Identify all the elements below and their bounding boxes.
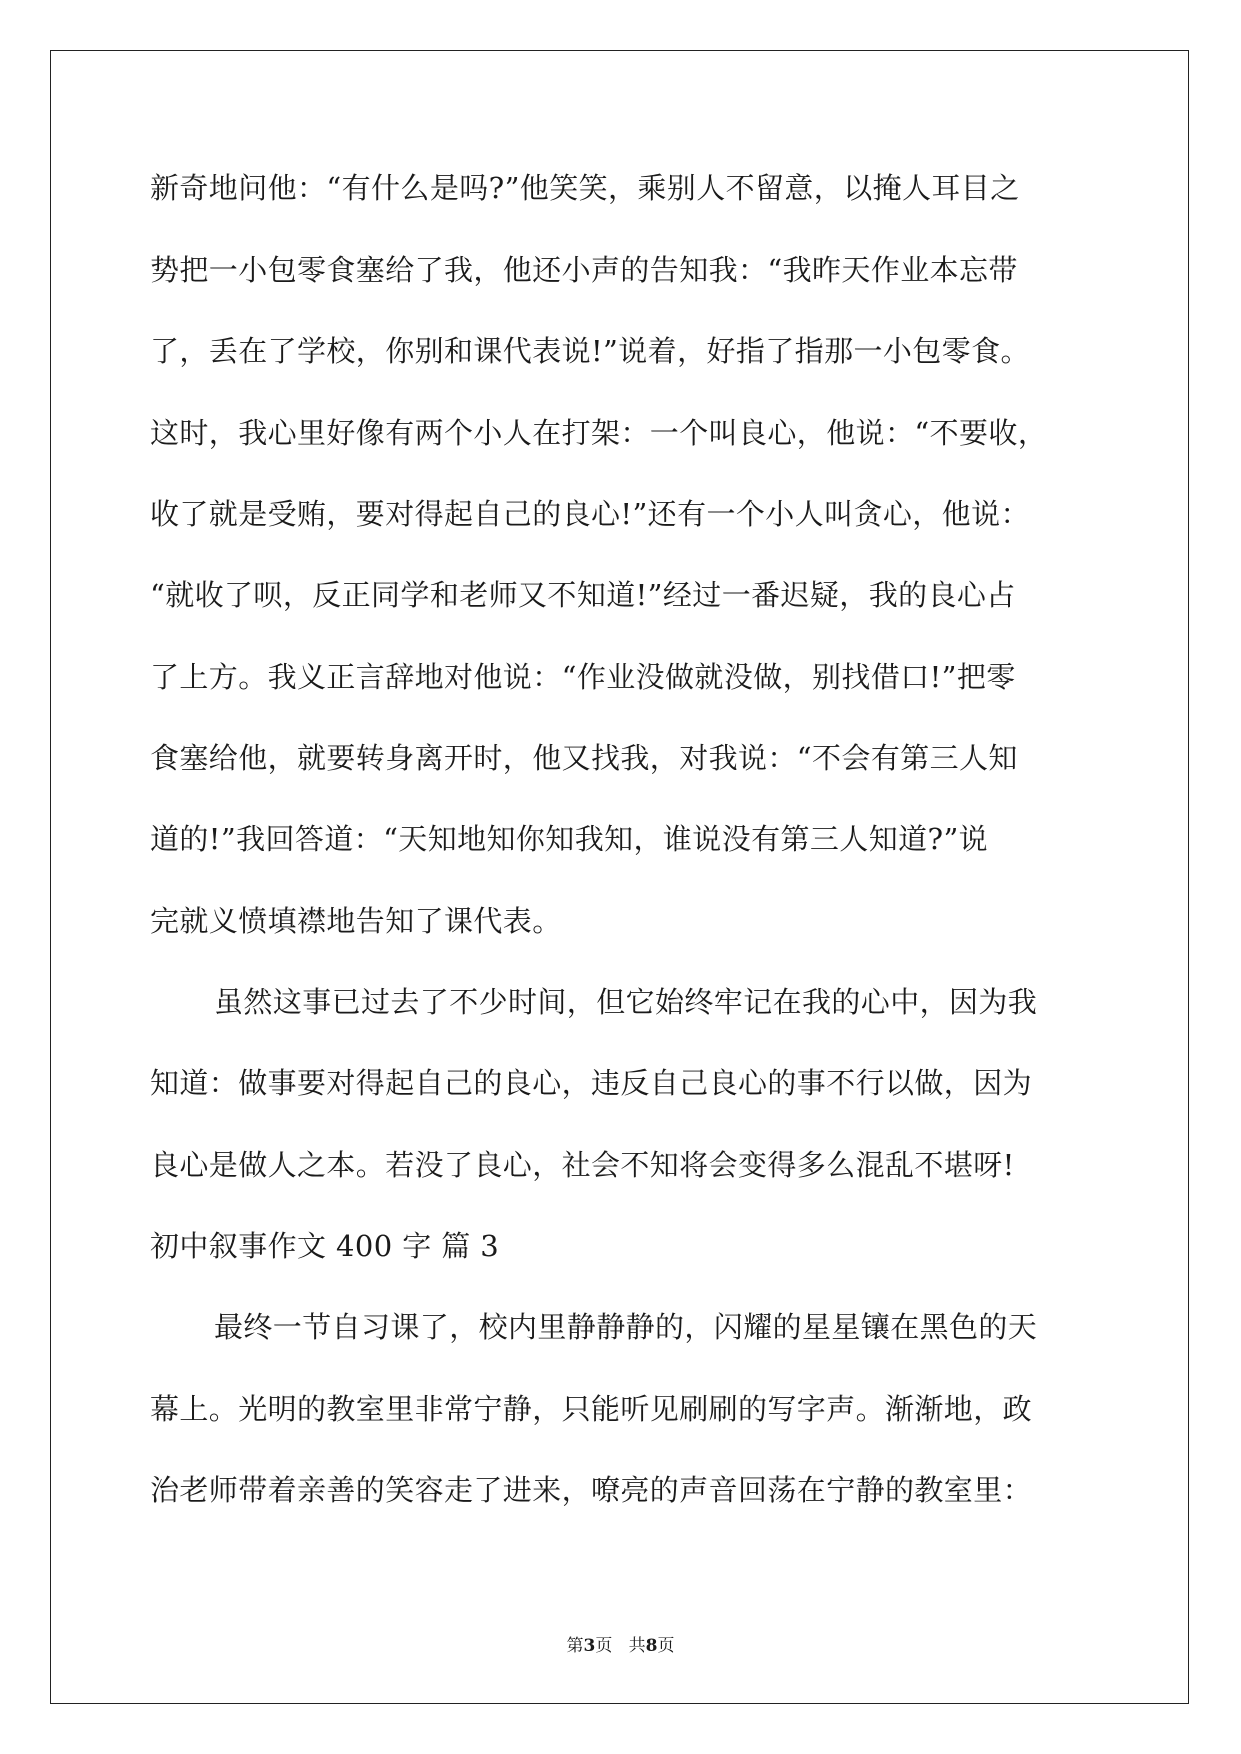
- footer-prefix: 第: [566, 1636, 584, 1656]
- section-heading: 初中叙事作文 400 字 篇 3: [150, 1229, 500, 1263]
- text-line: 势把一小包零食塞给了我，他还小声的告知我：“我昨天作业本忘带: [150, 253, 1018, 287]
- total-page-number: 8: [645, 1636, 658, 1656]
- text-line: 道的!”我回答道：“天知地知你知我知，谁说没有第三人知道?”说: [150, 822, 989, 856]
- text-line: 良心是做人之本。若没了良心，社会不知将会变得多么混乱不堪呀!: [150, 1148, 1015, 1182]
- text-line: 收了就是受贿，要对得起自己的良心!”还有一个小人叫贪心，他说：: [150, 497, 1030, 531]
- text-line: 知道：做事要对得起自己的良心，违反自己良心的事不行以做，因为: [150, 1066, 1033, 1100]
- text-line: 虽然这事已过去了不少时间，但它始终牢记在我的心中，因为我: [214, 985, 1038, 1019]
- text-line: 完就义愤填襟地告知了课代表。: [150, 904, 562, 938]
- page-footer: [0, 1634, 1241, 1658]
- footer-suffix: 页: [657, 1636, 675, 1656]
- current-page-number: 3: [583, 1636, 596, 1656]
- text-line: “就收了呗，反正同学和老师又不知道!”经过一番迟疑，我的良心占: [150, 578, 1016, 612]
- footer-mid: 页 共: [595, 1636, 646, 1656]
- text-line: 了上方。我义正言辞地对他说：“作业没做就没做，别找借口!”把零: [150, 660, 1016, 694]
- text-line: 治老师带着亲善的笑容走了进来，嘹亮的声音回荡在宁静的教室里：: [150, 1473, 1033, 1507]
- page-border: [50, 50, 1189, 1704]
- text-line: 这时，我心里好像有两个小人在打架：一个叫良心，他说：“不要收，: [150, 416, 1048, 450]
- text-line: 了，丢在了学校，你别和课代表说!”说着，好指了指那一小包零食。: [150, 334, 1030, 368]
- text-line: 新奇地问他：“有什么是吗?”他笑笑，乘别人不留意，以掩人耳目之: [150, 171, 1020, 205]
- text-line: 最终一节自习课了，校内里静静静的，闪耀的星星镶在黑色的天: [214, 1310, 1038, 1344]
- text-line: 食塞给他，就要转身离开时，他又找我，对我说：“不会有第三人知: [150, 741, 1018, 775]
- text-line: 幕上。光明的教室里非常宁静，只能听见刷刷的写字声。渐渐地，政: [150, 1392, 1033, 1426]
